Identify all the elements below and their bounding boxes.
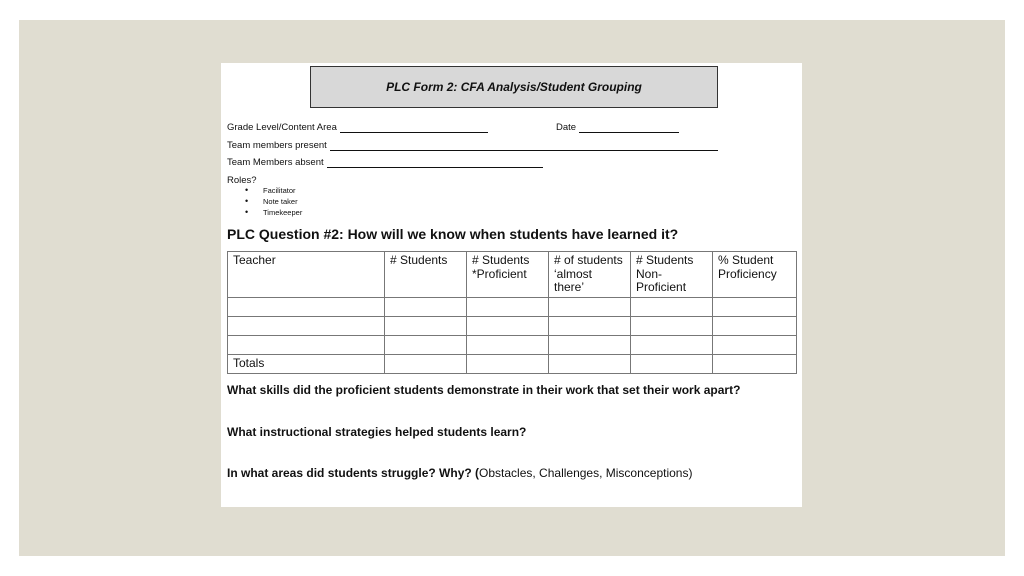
table-cell[interactable]: [549, 316, 631, 335]
date-blank[interactable]: [579, 123, 679, 133]
form-page: [221, 63, 802, 507]
strategies-prompt: [227, 425, 526, 439]
table-cell[interactable]: [713, 354, 797, 373]
team-absent-label: Team Members absent: [227, 157, 324, 168]
header-almost-there: # of students ‘almost there’: [549, 252, 631, 298]
role-item: • Timekeeper: [245, 207, 302, 218]
header-proficiency-pct: % Student Proficiency: [713, 252, 797, 298]
table-cell[interactable]: [467, 297, 549, 316]
table-row: [228, 335, 797, 354]
table-cell[interactable]: [549, 335, 631, 354]
table-cell[interactable]: [631, 335, 713, 354]
table-cell[interactable]: [631, 354, 713, 373]
header-proficient: # Students *Proficient: [467, 252, 549, 298]
grouping-table: [227, 251, 797, 374]
skills-prompt-text: What skills did the proficient students demonstrate in their work that set their work apart?: [227, 383, 741, 397]
table-cell[interactable]: [385, 354, 467, 373]
table-cell[interactable]: [549, 297, 631, 316]
skills-prompt: [227, 383, 740, 397]
strategies-prompt-text: What instructional strategies helped students learn?: [227, 425, 527, 439]
table-cell[interactable]: [713, 335, 797, 354]
table-cell[interactable]: [631, 297, 713, 316]
table-cell[interactable]: [228, 297, 385, 316]
roles-list: [245, 185, 302, 218]
team-present-blank[interactable]: [330, 141, 718, 151]
date-label: Date: [556, 122, 577, 133]
date-field: [556, 122, 679, 133]
totals-label: Totals: [228, 354, 385, 373]
table-cell[interactable]: [549, 354, 631, 373]
table-cell[interactable]: [385, 316, 467, 335]
header-students: # Students: [385, 252, 467, 298]
team-absent-field: [227, 157, 543, 168]
header-teacher: Teacher: [228, 252, 385, 298]
struggle-prompt-bold: In what areas did students struggle? Why? (: [227, 466, 480, 480]
grade-level-label: Grade Level/Content Area: [227, 122, 337, 133]
struggle-prompt-rest: Obstacles, Challenges, Misconceptions): [479, 466, 693, 480]
table-row: [228, 297, 797, 316]
header-non-proficient: # Students Non-Proficient: [631, 252, 713, 298]
table-cell[interactable]: [467, 316, 549, 335]
struggle-prompt: [227, 466, 692, 480]
totals-row: [228, 354, 797, 373]
team-present-label: Team members present: [227, 140, 327, 151]
form-title: PLC Form 2: CFA Analysis/Student Grouping: [310, 66, 718, 108]
role-item: • Facilitator: [245, 185, 302, 196]
team-absent-blank[interactable]: [327, 158, 543, 168]
table-cell[interactable]: [467, 335, 549, 354]
table-cell[interactable]: [385, 297, 467, 316]
table-header-row: [228, 252, 797, 298]
team-present-field: [227, 140, 718, 151]
plc-question-heading: PLC Question #2: How will we know when students have learned it?: [227, 226, 679, 242]
table-cell[interactable]: [385, 335, 467, 354]
table-cell[interactable]: [713, 316, 797, 335]
table-cell[interactable]: [228, 316, 385, 335]
grade-level-field: [227, 122, 488, 133]
table-cell[interactable]: [467, 354, 549, 373]
roles-label: Roles?: [227, 175, 257, 186]
grade-level-blank[interactable]: [340, 123, 488, 133]
table-cell[interactable]: [631, 316, 713, 335]
table-cell[interactable]: [228, 335, 385, 354]
table-cell[interactable]: [713, 297, 797, 316]
table-row: [228, 316, 797, 335]
role-item: • Note taker: [245, 196, 302, 207]
